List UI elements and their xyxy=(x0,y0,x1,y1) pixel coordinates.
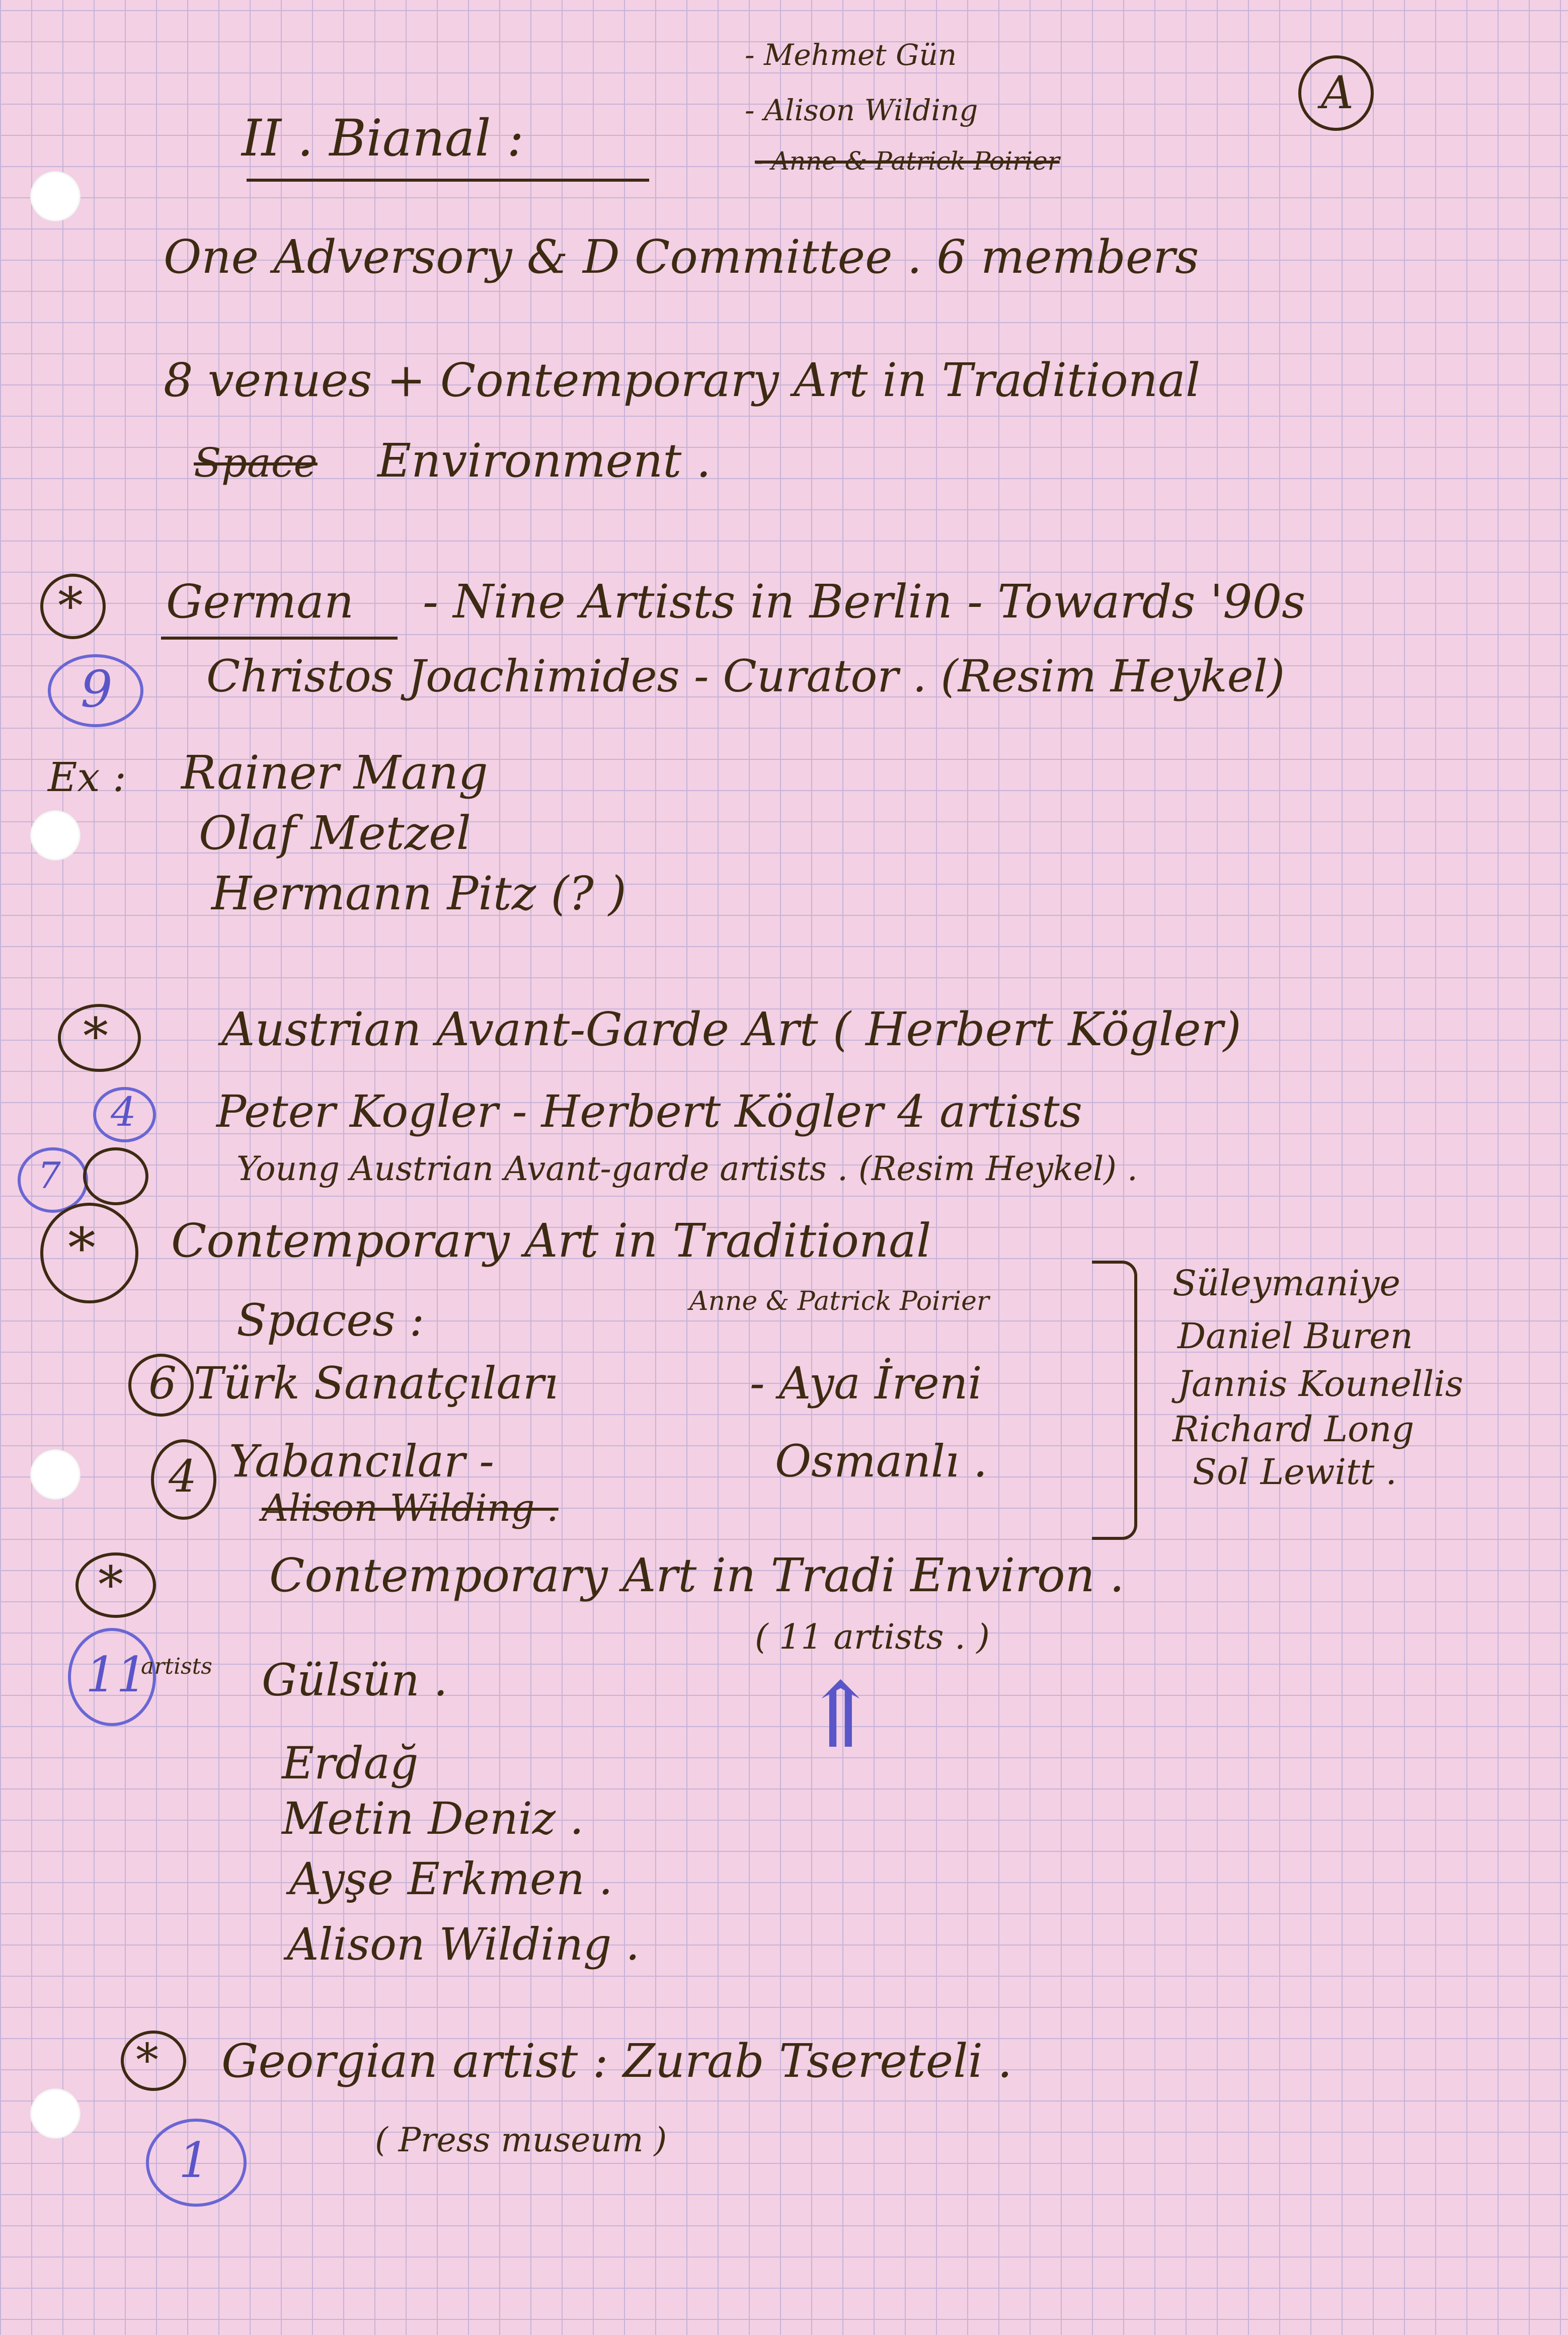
venue-2-count: 4 xyxy=(169,1450,197,1502)
punch-hole-2 xyxy=(30,810,81,861)
heading-underline xyxy=(247,179,649,182)
venues-bracket xyxy=(1092,1261,1137,1540)
austrian-line-2: Young Austrian Avant-garde artists . (Resim Heykel) . xyxy=(237,1149,1138,1188)
punch-hole-3 xyxy=(30,1449,81,1500)
venue-2: Yabancılar - xyxy=(229,1435,495,1487)
bracket-name-2: Daniel Buren xyxy=(1178,1315,1413,1357)
side-name-1: - Mehmet Gün xyxy=(745,38,957,72)
austrian-count: 4 xyxy=(111,1088,136,1135)
env-artist-2: Erdağ xyxy=(282,1737,419,1789)
venues-line: 8 venues + Contemporary Art in Traditional xyxy=(164,353,1201,407)
german-curator: Christos Joachimides - Curator . (Resim Heykel) xyxy=(206,650,1285,702)
georgian-note: ( Press museum ) xyxy=(375,2121,667,2159)
german-underlined: German xyxy=(166,575,354,629)
up-arrow-icon: ⇑ xyxy=(803,1663,879,1768)
german-bullet: * xyxy=(58,577,83,636)
committee-line: One Adversory & D Committee . 6 members xyxy=(164,230,1199,284)
bracket-name-5: Sol Lewitt . xyxy=(1193,1451,1397,1493)
german-artist-2: Olaf Metzel xyxy=(199,806,471,860)
bracket-name-3: Jannis Kounellis xyxy=(1178,1363,1463,1405)
austrian-count-2: 7 xyxy=(38,1154,61,1197)
side-name-2: - Alison Wilding xyxy=(745,93,978,127)
venue-1-note: Anne & Patrick Poirier xyxy=(689,1286,989,1316)
german-count: 9 xyxy=(81,660,113,719)
georgian-heading: Georgian artist : Zurab Tsereteli . xyxy=(221,2034,1012,2088)
german-underline xyxy=(161,637,398,640)
austrian-line-1: Peter Kogler - Herbert Kögler 4 artists xyxy=(216,1085,1082,1137)
env-artist-1: Gülsün . xyxy=(262,1654,448,1706)
env-artist-4: Ayşe Erkmen . xyxy=(289,1853,613,1905)
side-name-3: - Anne & Patrick Poirier xyxy=(755,146,1060,176)
circled-letter: A xyxy=(1321,66,1354,119)
punch-hole-4 xyxy=(30,2088,81,2139)
env-artist-3: Metin Deniz . xyxy=(282,1793,584,1844)
venue-1-place: - Aya İreni xyxy=(750,1357,982,1409)
venue-1: Türk Sanatçıları xyxy=(194,1357,559,1409)
env-bullet: * xyxy=(98,1555,123,1614)
space-struck: Space xyxy=(194,439,318,486)
bracket-name-1: Süleymaniye xyxy=(1172,1263,1400,1304)
spaces-bullet: * xyxy=(68,1216,96,1280)
venue-1-count: 6 xyxy=(148,1357,177,1409)
georgian-count: 1 xyxy=(179,2132,210,2189)
env-count: 11 xyxy=(86,1647,147,1703)
punch-hole-1 xyxy=(30,171,81,221)
german-ex-label: Ex : xyxy=(48,754,126,801)
env-note: ( 11 artists . ) xyxy=(755,1617,990,1657)
german-line: - Nine Artists in Berlin - Towards '90s xyxy=(423,575,1306,629)
environment-word: Environment . xyxy=(377,434,711,488)
georgian-bullet: * xyxy=(136,2034,159,2087)
env-count-note: artists xyxy=(141,1654,212,1679)
austrian-bullet2-ring xyxy=(83,1147,148,1205)
env-heading: Contemporary Art in Tradi Environ . xyxy=(269,1548,1125,1602)
austrian-bullet: * xyxy=(83,1007,108,1066)
spaces-heading: Contemporary Art in Traditional xyxy=(171,1214,931,1268)
venue-2-place: Osmanlı . xyxy=(775,1435,988,1487)
german-artist-3: Hermann Pitz (? ) xyxy=(211,867,626,920)
bracket-name-4: Richard Long xyxy=(1172,1409,1415,1450)
struck-name: Alison Wilding . xyxy=(262,1487,559,1530)
spaces-heading-2: Spaces : xyxy=(237,1294,425,1346)
german-artist-1: Rainer Mang xyxy=(181,746,488,800)
page-heading: II . Bianal : xyxy=(242,109,524,168)
env-artist-5: Alison Wilding . xyxy=(287,1918,640,1970)
austrian-heading: Austrian Avant-Garde Art ( Herbert Kögler) xyxy=(221,1002,1241,1056)
